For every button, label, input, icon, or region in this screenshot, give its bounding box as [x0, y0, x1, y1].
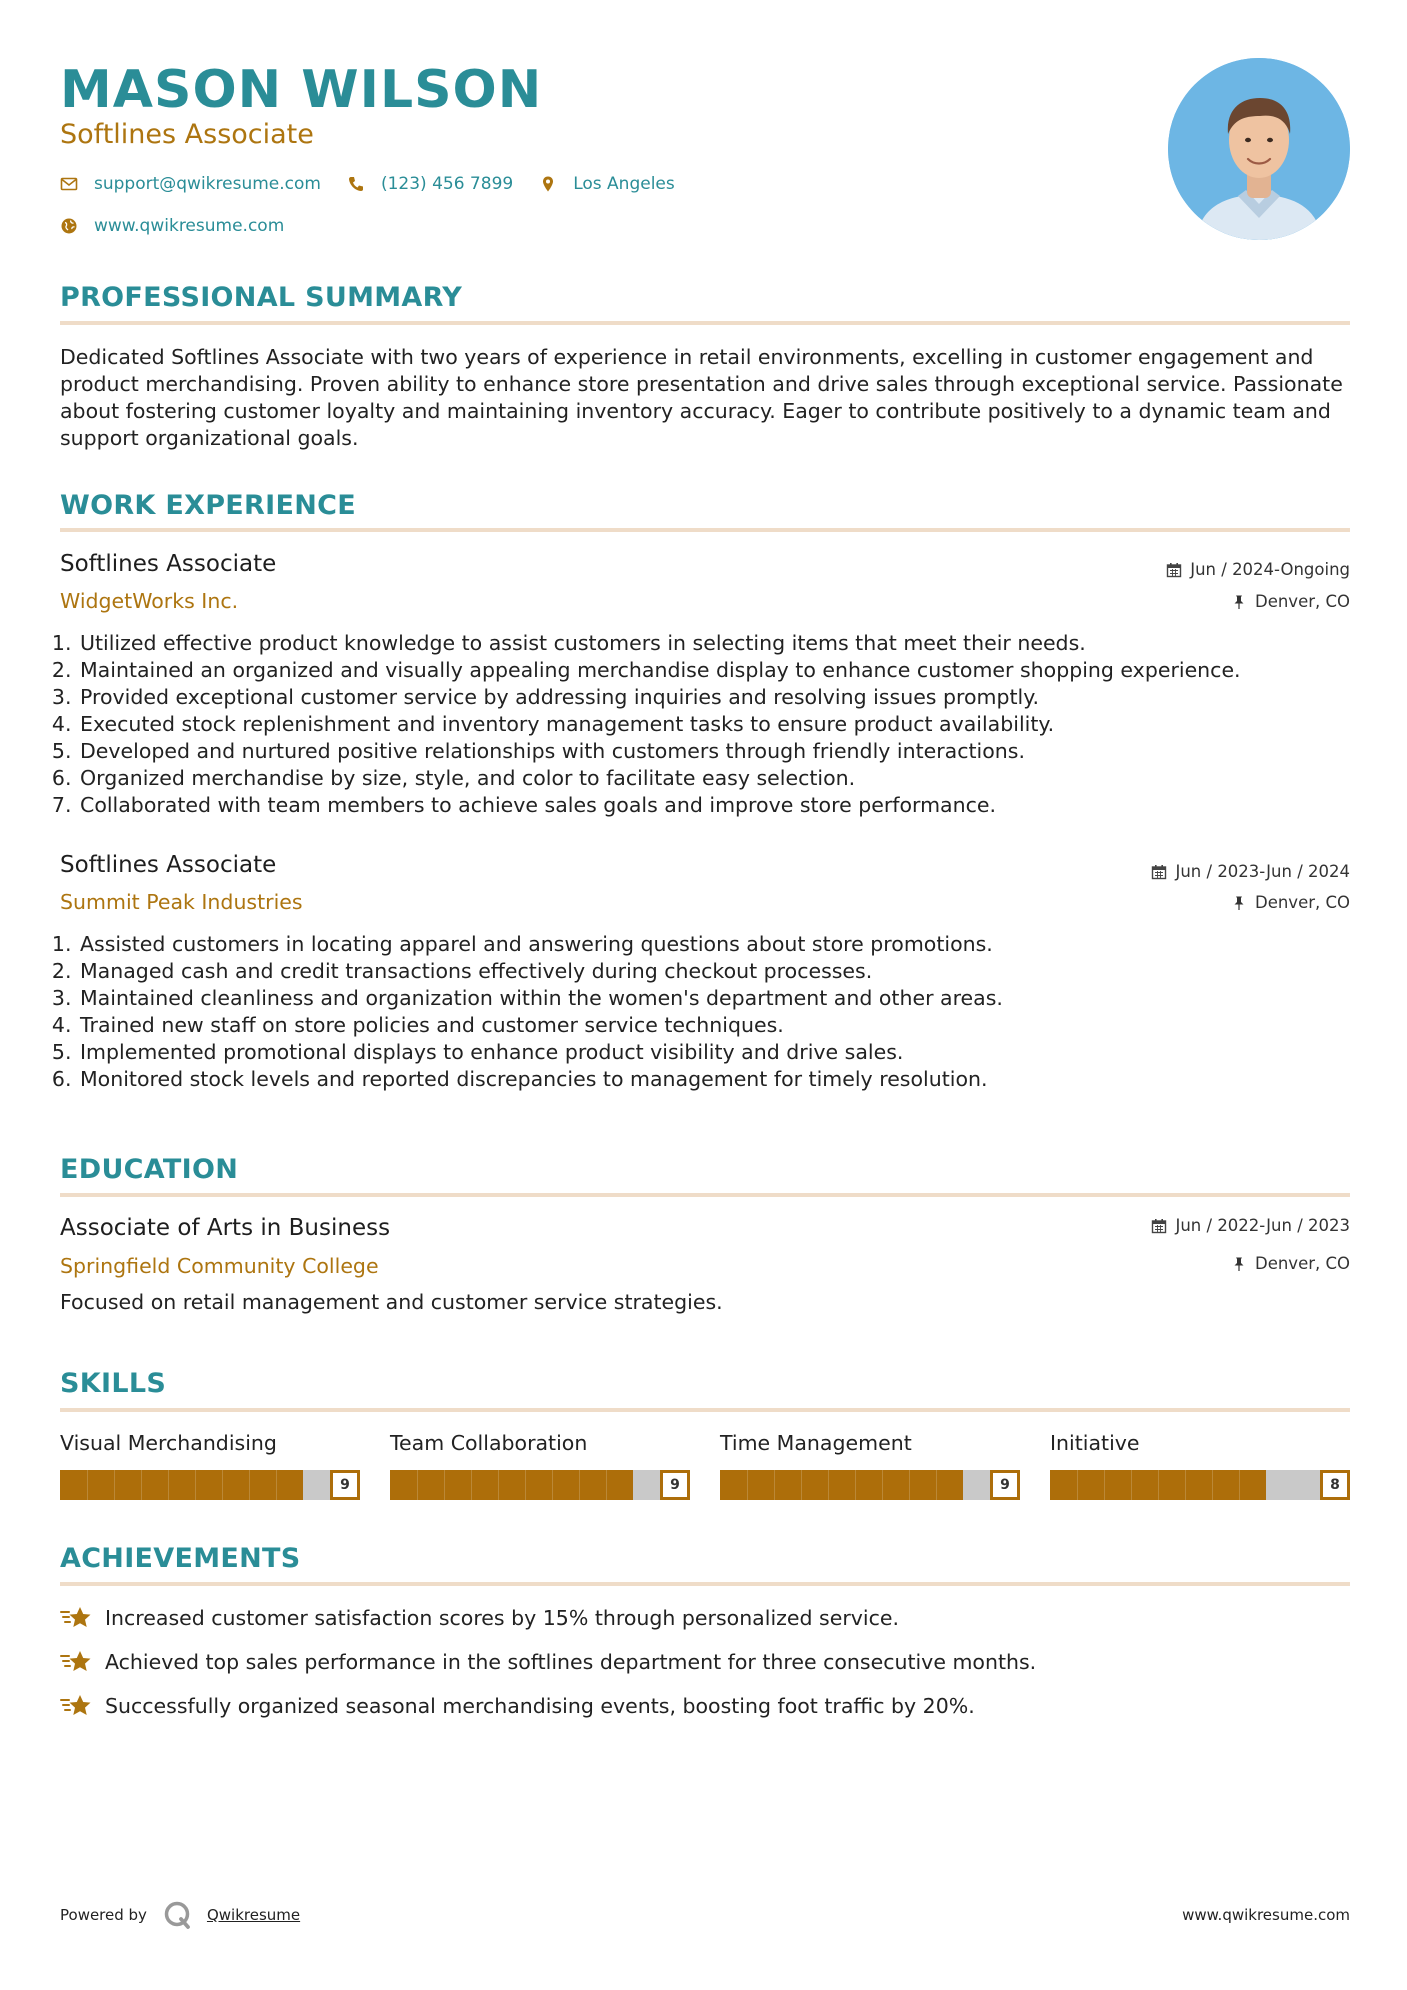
pushpin-icon [1231, 1256, 1247, 1272]
skill-bar-segment [909, 1470, 910, 1500]
job-title: Softlines Associate [60, 852, 277, 878]
skill-item [390, 1429, 690, 1493]
achievement-item [60, 1604, 899, 1632]
job-dates-text: Jun / 2023-Jun / 2024 [1175, 862, 1350, 881]
qwikresume-link[interactable]: Qwikresume [206, 1906, 301, 1924]
job-company: Summit Peak Industries [60, 890, 303, 914]
skill-bar-segment [855, 1470, 856, 1500]
candidate-role: Softlines Associate [60, 119, 314, 150]
job-dates-text: Jun / 2024-Ongoing [1190, 560, 1350, 579]
job-title: Softlines Associate [60, 551, 277, 577]
skill-bar-segment [936, 1470, 937, 1500]
skill-bar-segment [249, 1470, 250, 1500]
skill-item [60, 1429, 360, 1493]
education-dates-text: Jun / 2022-Jun / 2023 [1175, 1216, 1350, 1235]
phone-icon [347, 175, 365, 193]
skill-bar-segment [417, 1470, 418, 1500]
globe-icon [60, 217, 78, 235]
skill-bar-fill [720, 1470, 963, 1500]
contact-website[interactable] [60, 216, 284, 236]
list-item: 6. Organized merchandise by size, style, and color to facilitate easy selection. [78, 765, 1378, 792]
skill-bar-segment [525, 1470, 526, 1500]
experience-heading: WORK EXPERIENCE [60, 490, 356, 521]
email-text[interactable]: support@qwikresume.com [94, 174, 321, 194]
calendar-icon [1166, 562, 1182, 578]
skill-bar-segment [774, 1470, 775, 1500]
star-icon [60, 1648, 92, 1676]
job-location-text: Denver, CO [1254, 893, 1350, 912]
job-bullets [56, 630, 1378, 819]
skill-bar-fill [1050, 1470, 1266, 1500]
skill-bar-segment [606, 1470, 607, 1500]
skill-name: Team Collaboration [390, 1431, 588, 1455]
experience-divider [60, 528, 1350, 532]
list-item: 1. Assisted customers in locating apparel and answering questions about store promotions. [78, 931, 1378, 958]
summary-heading: PROFESSIONAL SUMMARY [60, 282, 463, 313]
list-item: 2. Managed cash and credit transactions effectively during checkout processes. [78, 958, 1378, 985]
skill-bar-segment [1239, 1470, 1240, 1500]
contact-row-secondary [60, 214, 310, 238]
pushpin-icon [1231, 594, 1247, 610]
achievement-text: Achieved top sales performance in the softlines department for three consecutive months. [105, 1650, 1037, 1674]
skill-bar-segment [1185, 1470, 1186, 1500]
achievement-item [60, 1692, 975, 1720]
list-item: 6. Monitored stock levels and reported discrepancies to management for timely resolution. [78, 1066, 1378, 1093]
skill-bar [60, 1470, 360, 1500]
skill-bar [720, 1470, 1020, 1500]
footer-powered-by [60, 1900, 300, 1930]
skill-bar-segment [87, 1470, 88, 1500]
calendar-icon [1151, 864, 1167, 880]
skill-bar-segment [444, 1470, 445, 1500]
skill-bar-segment [1158, 1470, 1159, 1500]
list-item: 1. Utilized effective product knowledge to assist customers in selecting items that meet their needs. [78, 630, 1378, 657]
job-bullets [56, 931, 1378, 1093]
skill-bar-fill [60, 1470, 303, 1500]
education-location-text: Denver, CO [1254, 1254, 1350, 1273]
education-description: Focused on retail management and customer service strategies. [60, 1290, 723, 1314]
skill-bar-segment [168, 1470, 169, 1500]
summary-text: Dedicated Softlines Associate with two years of experience in retail environments, excelling in customer engagement and product merchandising. Proven ability to enhance store presentation and drive sales through exceptional service. Passionate about fostering customer loyalty and maintaining inventory accuracy. Eager to contribute positively to a dynamic team and support organizational goals. [60, 345, 1343, 450]
profile-photo [1168, 58, 1350, 240]
skill-bar [1050, 1470, 1350, 1500]
powered-by-label: Powered by [60, 1906, 147, 1924]
skill-score: 9 [990, 1470, 1020, 1500]
skill-name: Time Management [720, 1431, 912, 1455]
calendar-icon [1151, 1218, 1167, 1234]
list-item: 5. Implemented promotional displays to enhance product visibility and drive sales. [78, 1039, 1378, 1066]
list-item: 5. Developed and nurtured positive relationships with customers through friendly interactions. [78, 738, 1378, 765]
skill-bar-fill [390, 1470, 633, 1500]
skill-bar-segment [498, 1470, 499, 1500]
job-dates [1166, 559, 1350, 581]
list-item: 7. Collaborated with team members to achieve sales goals and improve store performance. [78, 792, 1378, 819]
phone-text[interactable]: (123) 456 7899 [380, 174, 514, 194]
skill-bar-segment [114, 1470, 115, 1500]
qwikresume-logo-icon [163, 1900, 193, 1930]
skill-name: Visual Merchandising [60, 1431, 277, 1455]
achievement-text: Increased customer satisfaction scores by 15% through personalized service. [105, 1606, 899, 1630]
skills-heading: SKILLS [60, 1368, 167, 1399]
achievement-text: Successfully organized seasonal merchandising events, boosting foot traffic by 20%. [105, 1694, 975, 1718]
contact-email[interactable] [60, 174, 321, 194]
skill-bar-segment [222, 1470, 223, 1500]
school-name: Springfield Community College [60, 1254, 379, 1278]
job-dates [1151, 861, 1350, 883]
education-heading: EDUCATION [60, 1154, 239, 1185]
job-location [1231, 591, 1350, 613]
job-location [1231, 892, 1350, 914]
pushpin-icon [1231, 895, 1247, 911]
skill-score: 8 [1320, 1470, 1350, 1500]
list-item: 3. Maintained cleanliness and organization within the women's department and other areas. [78, 985, 1378, 1012]
website-text[interactable]: www.qwikresume.com [94, 216, 285, 236]
candidate-name: MASON WILSON [60, 60, 543, 120]
skill-bar-segment [828, 1470, 829, 1500]
achievements-heading: ACHIEVEMENTS [60, 1543, 301, 1574]
skill-bar-segment [141, 1470, 142, 1500]
job-company: WidgetWorks Inc. [60, 589, 239, 613]
contact-row-primary [60, 172, 701, 196]
skill-name: Initiative [1050, 1431, 1140, 1455]
skill-bar-segment [579, 1470, 580, 1500]
skill-score: 9 [660, 1470, 690, 1500]
summary-divider [60, 321, 1350, 325]
achievements-divider [60, 1582, 1350, 1586]
location-text: Los Angeles [573, 174, 675, 194]
skills-divider [60, 1408, 1350, 1412]
skill-bar-segment [1131, 1470, 1132, 1500]
skill-bar-segment [1212, 1470, 1213, 1500]
list-item: 2. Maintained an organized and visually appealing merchandise display to enhance customer shopping experience. [78, 657, 1378, 684]
skill-bar-segment [747, 1470, 748, 1500]
skill-score: 9 [330, 1470, 360, 1500]
list-item: 3. Provided exceptional customer service by addressing inquiries and resolving issues promptly. [78, 684, 1378, 711]
skill-item [720, 1429, 1020, 1493]
skill-bar-segment [1077, 1470, 1078, 1500]
envelope-icon [60, 175, 78, 193]
list-item: 4. Executed stock replenishment and inventory management tasks to ensure product availability. [78, 711, 1378, 738]
skill-bar-segment [801, 1470, 802, 1500]
skill-bar-segment [471, 1470, 472, 1500]
skill-bar-segment [882, 1470, 883, 1500]
star-icon [60, 1692, 92, 1720]
achievement-item [60, 1648, 1036, 1676]
education-divider [60, 1193, 1350, 1197]
skill-bar [390, 1470, 690, 1500]
star-icon [60, 1604, 92, 1632]
skill-item [1050, 1429, 1350, 1493]
skill-bar-segment [552, 1470, 553, 1500]
education-dates [1151, 1215, 1350, 1237]
footer-website[interactable]: www.qwikresume.com [1182, 1906, 1350, 1924]
skill-bar-segment [195, 1470, 196, 1500]
contact-location [539, 174, 675, 194]
job-location-text: Denver, CO [1254, 592, 1350, 611]
degree-title: Associate of Arts in Business [60, 1215, 391, 1241]
list-item: 4. Trained new staff on store policies and customer service techniques. [78, 1012, 1378, 1039]
contact-phone[interactable] [347, 174, 513, 194]
skill-bar-segment [276, 1470, 277, 1500]
map-pin-icon [539, 175, 557, 193]
education-location [1231, 1253, 1350, 1275]
skill-bar-segment [1104, 1470, 1105, 1500]
